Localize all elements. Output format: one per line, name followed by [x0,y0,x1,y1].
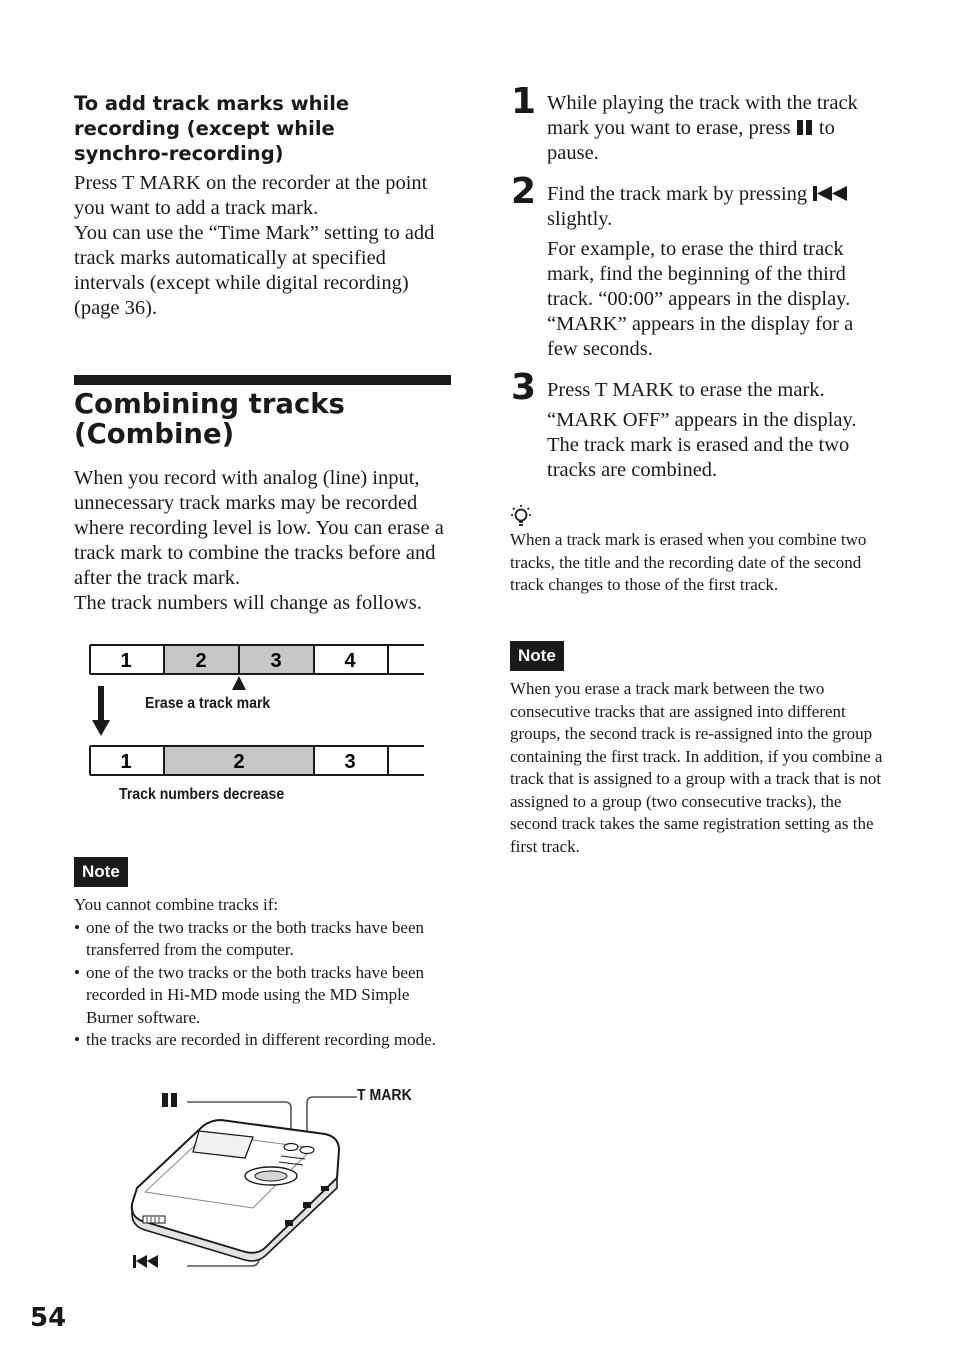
bottom-track-1: 1 [120,751,132,773]
step-2-text-before: Find the track mark by pressing [547,183,808,205]
recorder-illustration [125,1080,425,1280]
subheading-add-track-marks: To add track marks while recording (except while synchro-recording) [74,92,350,165]
intro-paragraph-1: Press T MARK on the recorder at the point you want to add a track mark. [74,172,428,219]
top-track-2: 2 [195,650,207,672]
section-rule [74,375,451,385]
tmark-button [300,1147,314,1154]
note-left [74,894,449,1052]
section-text [74,466,456,616]
step-2-number: 2 [511,171,537,212]
bottom-track-2: 2 [233,751,245,773]
section-paragraph-2: The track numbers will change as follows. [74,592,422,614]
note-bullet-3: • the tracks are recorded in different recording mode. [74,1029,449,1052]
note-bullet-1: • one of the two tracks or the both tracks have been transferred from the computer. [74,917,449,962]
top-track-4: 4 [344,650,356,672]
note-right-text: When you erase a track mark between the two consecutive tracks that are assigned into different groups, the second track is re-assigned into the group containing the first track. In addition, if you combine a track that is assigned to a group with a track that is not assigned to a group (two consecutive tracks), the second track takes the same registration setting as the first track. [510,679,883,856]
step-2-detail: For example, to erase the third track mark, find the beginning of the third track. “00:00” appears in the display. “MARK” appears in the display for a few seconds. [547,238,854,360]
step-3-number: 3 [511,367,537,408]
top-track-3: 3 [270,650,282,672]
note-bullet-2: • one of the two tracks or the both tracks have been recorded in Hi-MD mode using the MD Simple Burner software. [74,962,449,1030]
down-arrow-icon [92,686,110,736]
top-track-1: 1 [120,650,132,672]
step-2-text [547,182,887,232]
bottom-track-row [90,746,424,775]
erase-track-mark-label: Erase a track mark [145,695,271,712]
step-1-number: 1 [511,81,537,122]
bottom-track-3: 3 [344,751,356,773]
recorder-body [132,1120,339,1261]
pause-button [284,1144,298,1151]
intro-paragraph-2: You can use the “Time Mark” setting to add track marks automatically at specified intervals (except while digital recording) (page 36). [74,222,435,319]
track-mark-pointer-icon [232,676,246,690]
step-1-text-after: to pause. [547,117,835,164]
note-badge-right: Note [510,641,564,671]
tmark-callout-label: T MARK [357,1087,412,1104]
step-3-detail: “MARK OFF” appears in the display. The track mark is erased and the two tracks are combined. [547,409,857,481]
step-2-text-after: slightly. [547,208,613,230]
section-title: Combining tracks (Combine) [74,388,345,450]
intro-text [74,171,454,321]
track-numbers-decrease-label: Track numbers decrease [119,786,285,803]
pause-icon [796,120,814,135]
rewind-icon [133,1255,158,1268]
lightbulb-icon [510,503,534,529]
note-intro: You cannot combine tracks if: [74,895,279,914]
step-1-text-before: While playing the track with the track mark you want to erase, press [547,92,858,139]
step-1-text [547,91,887,166]
section-paragraph-1: When you record with analog (line) input, unnecessary track marks may be recorded where recording level is low. You can erase a track mark to combine the tracks before and after the track mark. [74,467,444,589]
step-3-text: Press T MARK to erase the mark. [547,379,825,401]
note-badge-left: Note [74,857,128,887]
hint-text: When a track mark is erased when you combine two tracks, the title and the recording date of the second track changes to those of the first track. [510,530,867,594]
page-number: 54 [30,1303,67,1333]
rewind-icon [812,186,850,201]
top-track-row [90,645,424,674]
pause-icon [162,1093,177,1107]
